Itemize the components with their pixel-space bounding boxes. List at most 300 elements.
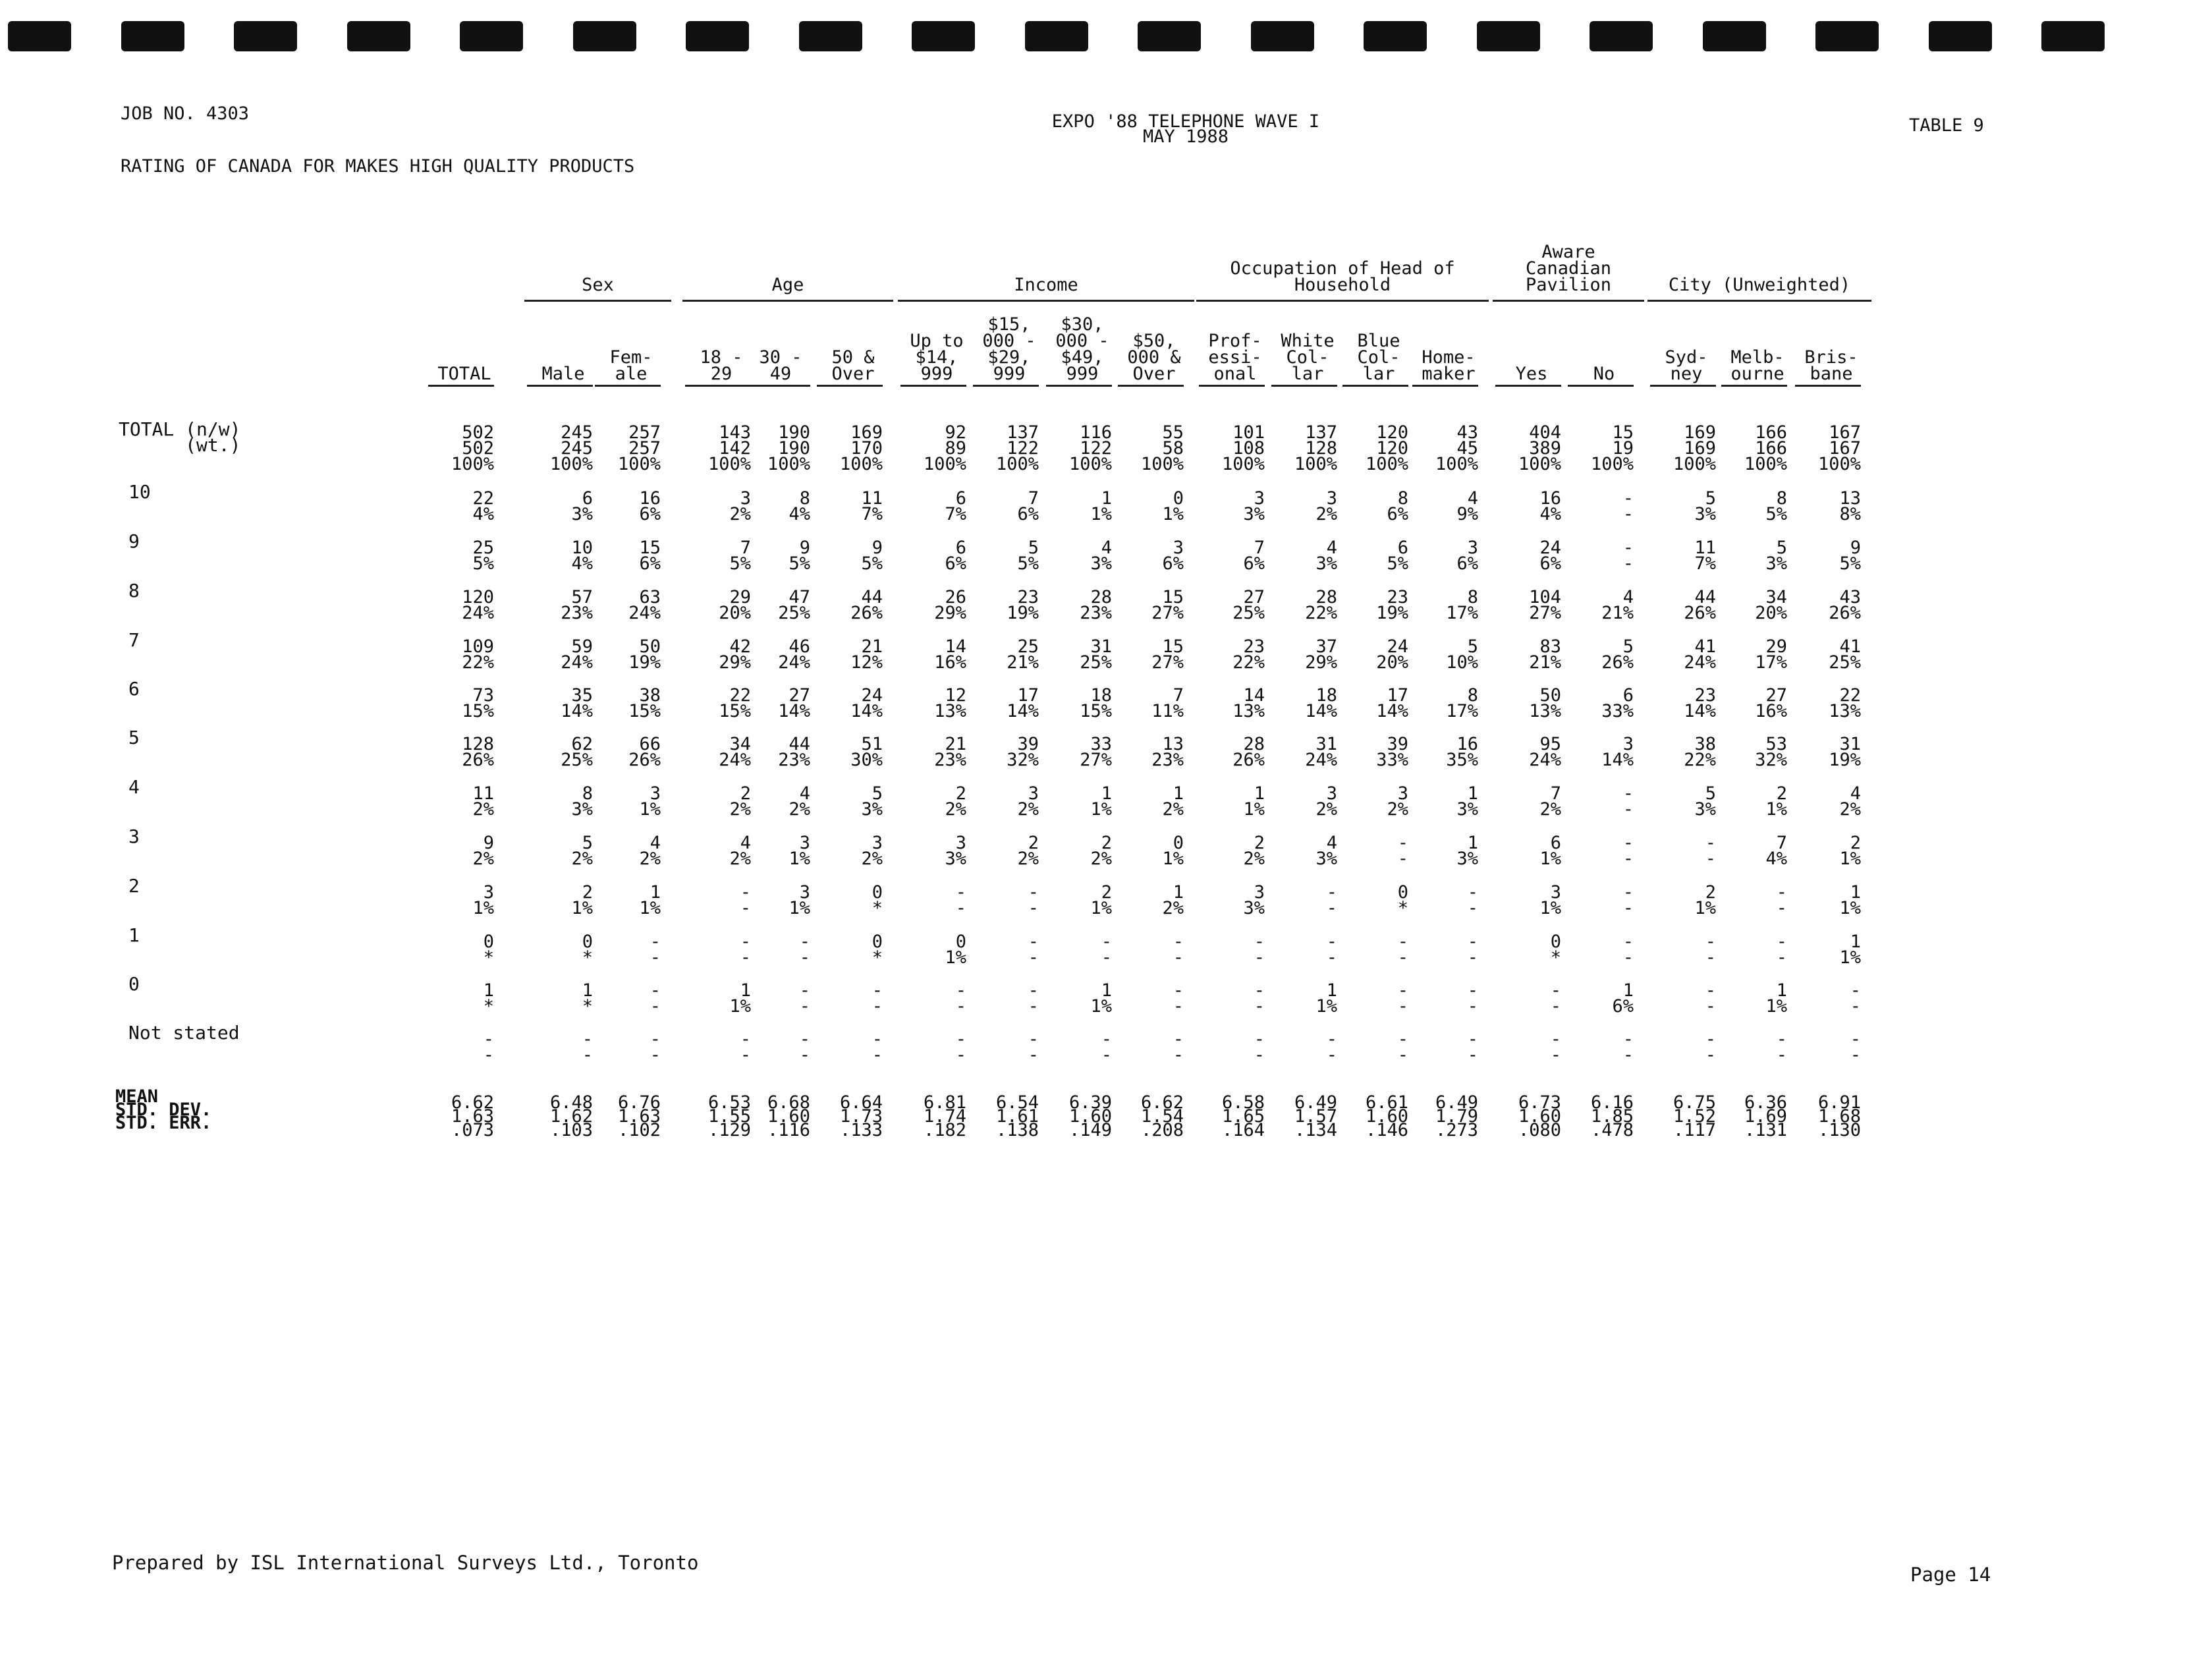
table-cell: - - <box>1850 1029 1861 1065</box>
table-cell: 37 29% <box>1305 636 1337 673</box>
table-cell: 8 17% <box>1446 587 1478 623</box>
table-cell: 23 19% <box>1376 587 1408 623</box>
row-label: 9 <box>128 530 140 552</box>
table-cell: - - <box>1397 1029 1408 1065</box>
table-cell: - - <box>799 980 810 1017</box>
stats-cell: 6.58 1.65 .164 <box>1221 1092 1265 1140</box>
table-cell: 15 19 100% <box>1590 422 1634 474</box>
table-cell: 38 15% <box>628 685 661 721</box>
table-cell: 1 1% <box>639 882 661 918</box>
row-label: 5 <box>128 727 140 748</box>
row-label: TOTAL (n/w) (wt.) <box>119 418 241 456</box>
table-cell: 21 23% <box>934 734 966 770</box>
table-cell: - - <box>1326 1029 1337 1065</box>
column-header: Up to $14, 999 <box>910 331 964 384</box>
table-cell: - - <box>740 932 751 968</box>
perforation-hole <box>1251 21 1314 51</box>
stats-cell: 6.53 1.55 .129 <box>707 1092 751 1140</box>
table-cell: - - <box>1028 1029 1039 1065</box>
table-cell: 28 26% <box>1232 734 1265 770</box>
table-cell: - - <box>1326 932 1337 968</box>
column-underline <box>428 385 494 387</box>
table-cell: 28 22% <box>1305 587 1337 623</box>
table-cell: 3 6% <box>1456 538 1478 574</box>
table-cell: 190 190 100% <box>767 422 810 474</box>
stats-cell: 6.91 1.68 .130 <box>1817 1092 1861 1140</box>
table-cell: 44 26% <box>1684 587 1716 623</box>
table-cell: 257 257 100% <box>617 422 661 474</box>
table-cell: 5 10% <box>1446 636 1478 673</box>
row-label: 6 <box>128 678 140 700</box>
table-cell: 16 35% <box>1446 734 1478 770</box>
group-underline <box>1647 300 1871 302</box>
row-label: 7 <box>128 629 140 651</box>
table-cell: 3 3% <box>1243 882 1265 918</box>
column-header: Melb- ourne <box>1730 347 1784 384</box>
table-cell: 8 5% <box>1765 488 1787 524</box>
group-underline <box>682 300 893 302</box>
stats-cell: 6.68 1.60 .116 <box>767 1092 810 1140</box>
table-cell: 14 13% <box>1232 685 1265 721</box>
table-cell: 167 167 100% <box>1817 422 1861 474</box>
table-cell: 18 14% <box>1305 685 1337 721</box>
column-underline <box>1568 385 1634 387</box>
table-cell: 23 22% <box>1232 636 1265 673</box>
table-cell: - - <box>1467 1029 1478 1065</box>
row-label: 10 <box>128 481 151 503</box>
table-cell: 2 1% <box>1090 882 1112 918</box>
column-underline <box>1046 385 1112 387</box>
table-cell: 24 6% <box>1539 538 1561 574</box>
table-cell: 3 1% <box>1539 882 1561 918</box>
row-label: 2 <box>128 875 140 897</box>
table-cell: 39 33% <box>1376 734 1408 770</box>
table-cell: 101 108 100% <box>1221 422 1265 474</box>
table-cell: 6 33% <box>1601 685 1634 721</box>
perforation-hole <box>1815 21 1879 51</box>
table-cell: 3 3% <box>1243 488 1265 524</box>
group-header: Income <box>1014 275 1078 295</box>
table-cell: 23 14% <box>1684 685 1716 721</box>
table-cell: 3 2% <box>1315 783 1337 820</box>
group-underline <box>1196 300 1489 302</box>
table-cell: 62 25% <box>561 734 593 770</box>
row-label: 0 <box>128 973 140 995</box>
table-cell: 2 1% <box>1694 882 1716 918</box>
table-cell: - - <box>1776 882 1787 918</box>
table-cell: - - <box>871 1029 883 1065</box>
table-cell: 83 21% <box>1529 636 1561 673</box>
column-header: TOTAL <box>437 364 491 384</box>
report-title: EXPO '88 TELEPHONE WAVE I <box>1051 111 1320 132</box>
column-underline <box>1118 385 1184 387</box>
table-cell: 4 2% <box>1839 783 1861 820</box>
table-cell: 3 2% <box>1017 783 1039 820</box>
table-cell: - - <box>1776 1029 1787 1065</box>
table-cell: 35 14% <box>561 685 593 721</box>
perforation-hole <box>573 21 636 51</box>
table-cell: 1 6% <box>1612 980 1634 1017</box>
table-cell: 5 3% <box>1694 783 1716 820</box>
table-cell: 7 4% <box>1765 833 1787 869</box>
table-cell: 16 4% <box>1539 488 1561 524</box>
table-cell: 9 2% <box>472 833 494 869</box>
table-cell: - - <box>650 980 661 1017</box>
table-cell: 31 24% <box>1305 734 1337 770</box>
column-header: White Col- lar <box>1281 331 1335 384</box>
table-cell: 1 1% <box>1090 980 1112 1017</box>
table-cell: 11 2% <box>472 783 494 820</box>
table-cell: 3 1% <box>788 833 810 869</box>
table-cell: 137 128 100% <box>1294 422 1337 474</box>
table-cell: 4 3% <box>1315 538 1337 574</box>
table-cell: 51 30% <box>850 734 883 770</box>
table-cell: - - <box>1622 488 1634 524</box>
group-underline <box>1493 300 1644 302</box>
table-cell: 43 45 100% <box>1435 422 1478 474</box>
table-cell: 2 1% <box>1765 783 1787 820</box>
table-cell: 41 24% <box>1684 636 1716 673</box>
stats-cell: 6.76 1.63 .102 <box>617 1092 661 1140</box>
table-cell: 16 6% <box>639 488 661 524</box>
table-cell: 5 26% <box>1601 636 1634 673</box>
table-cell: 31 19% <box>1829 734 1861 770</box>
table-cell: 4 3% <box>1315 833 1337 869</box>
table-cell: - - <box>1101 932 1112 968</box>
table-cell: 15 27% <box>1151 587 1184 623</box>
table-cell: 24 14% <box>850 685 883 721</box>
table-cell: 169 169 100% <box>1673 422 1716 474</box>
column-underline <box>900 385 966 387</box>
table-cell: - - <box>1622 882 1634 918</box>
table-cell: 128 26% <box>462 734 494 770</box>
table-cell: 27 16% <box>1755 685 1787 721</box>
table-cell: 0 * <box>582 932 593 968</box>
table-cell: 5 2% <box>571 833 593 869</box>
table-cell: 50 19% <box>628 636 661 673</box>
table-cell: 6 5% <box>1387 538 1408 574</box>
table-cell: 22 4% <box>472 488 494 524</box>
table-cell: 3 14% <box>1601 734 1634 770</box>
table-cell: 0 1% <box>945 932 966 968</box>
table-cell: - - <box>799 1029 810 1065</box>
table-cell: - - <box>650 932 661 968</box>
group-header: Sex <box>582 275 614 295</box>
table-cell: 31 25% <box>1080 636 1112 673</box>
table-cell: 44 26% <box>850 587 883 623</box>
table-cell: - - <box>1254 980 1265 1017</box>
column-underline <box>973 385 1039 387</box>
table-cell: 10 4% <box>571 538 593 574</box>
table-cell: - - <box>1467 882 1478 918</box>
table-cell: - - <box>1254 1029 1265 1065</box>
table-cell: 4 2% <box>639 833 661 869</box>
table-cell: 3 3% <box>945 833 966 869</box>
table-cell: 166 166 100% <box>1744 422 1787 474</box>
stats-cell: 6.16 1.85 .478 <box>1590 1092 1634 1140</box>
stats-cell: 6.39 1.60 .149 <box>1068 1092 1112 1140</box>
table-cell: - - <box>1622 932 1634 968</box>
perforation-strip <box>0 21 2185 54</box>
table-cell: - - <box>1028 980 1039 1017</box>
table-cell: 17 14% <box>1007 685 1039 721</box>
column-underline <box>817 385 883 387</box>
table-cell: - - <box>740 1029 751 1065</box>
column-header: Prof- essi- onal <box>1208 331 1262 384</box>
table-cell: 23 19% <box>1007 587 1039 623</box>
column-underline <box>1271 385 1337 387</box>
stats-cell: 6.62 1.63 .073 <box>451 1092 494 1140</box>
table-cell: 1 1% <box>1839 932 1861 968</box>
table-cell: 0 * <box>871 932 883 968</box>
column-underline <box>595 385 661 387</box>
table-cell: 502 502 100% <box>451 422 494 474</box>
table-cell: 1 1% <box>1243 783 1265 820</box>
table-cell: - - <box>1467 932 1478 968</box>
table-cell: 47 25% <box>778 587 810 623</box>
table-cell: - - <box>740 882 751 918</box>
table-cell: - - <box>1705 980 1716 1017</box>
row-label: 8 <box>128 580 140 602</box>
table-cell: 0 * <box>1550 932 1561 968</box>
table-cell: - - <box>1397 980 1408 1017</box>
table-cell: 8 6% <box>1387 488 1408 524</box>
table-cell: 1 * <box>582 980 593 1017</box>
column-underline <box>1412 385 1478 387</box>
table-cell: 34 20% <box>1755 587 1787 623</box>
table-cell: 95 24% <box>1529 734 1561 770</box>
table-cell: 7 2% <box>1539 783 1561 820</box>
perforation-hole <box>8 21 71 51</box>
table-cell: 3 2% <box>729 488 751 524</box>
group-underline <box>898 300 1194 302</box>
table-cell: 21 12% <box>850 636 883 673</box>
table-cell: - - <box>871 980 883 1017</box>
table-cell: 0 1% <box>1162 833 1184 869</box>
column-header: 18 - 29 <box>700 347 743 384</box>
report-date: MAY 1988 <box>1142 126 1229 147</box>
table-cell: 2 2% <box>729 783 751 820</box>
table-cell: 245 245 100% <box>549 422 593 474</box>
column-underline <box>1342 385 1408 387</box>
table-cell: 53 32% <box>1755 734 1787 770</box>
table-cell: 6 7% <box>945 488 966 524</box>
table-cell: 1 2% <box>1162 783 1184 820</box>
table-cell: 3 6% <box>1162 538 1184 574</box>
table-cell: 6 1% <box>1539 833 1561 869</box>
column-header: Male <box>541 364 585 384</box>
column-header: $50, 000 & Over <box>1127 331 1181 384</box>
table-cell: 27 25% <box>1232 587 1265 623</box>
column-underline <box>1495 385 1561 387</box>
column-header: 30 - 49 <box>759 347 802 384</box>
table-cell: 63 24% <box>628 587 661 623</box>
table-cell: 55 58 100% <box>1140 422 1184 474</box>
table-cell: 24 20% <box>1376 636 1408 673</box>
table-cell: - - <box>1622 538 1634 574</box>
table-cell: 8 3% <box>571 783 593 820</box>
table-cell: 4 9% <box>1456 488 1478 524</box>
stats-labels: MEAN STD. DEV. STD. ERR. <box>115 1086 212 1133</box>
table-cell: 18 15% <box>1080 685 1112 721</box>
table-cell: 137 122 100% <box>995 422 1039 474</box>
table-cell: - - <box>1254 932 1265 968</box>
table-cell: 1 1% <box>1765 980 1787 1017</box>
column-underline <box>1721 385 1787 387</box>
table-cell: 7 6% <box>1243 538 1265 574</box>
table-number: TABLE 9 <box>1909 115 1984 136</box>
table-cell: 1 1% <box>1090 783 1112 820</box>
table-cell: 38 22% <box>1684 734 1716 770</box>
column-underline <box>527 385 593 387</box>
row-label: Not stated <box>128 1022 240 1044</box>
group-header: Occupation of Head of Household <box>1230 258 1455 295</box>
table-cell: 6 6% <box>945 538 966 574</box>
table-cell: 1 1% <box>729 980 751 1017</box>
table-cell: 1 1% <box>1839 882 1861 918</box>
stats-cell: 6.49 1.79 .273 <box>1435 1092 1478 1140</box>
stats-cell: 6.64 1.73 .133 <box>839 1092 883 1140</box>
table-cell: 41 25% <box>1829 636 1861 673</box>
table-cell: 2 2% <box>945 783 966 820</box>
table-cell: 4 3% <box>1090 538 1112 574</box>
table-cell: 0 * <box>1397 882 1408 918</box>
table-cell: - - <box>1326 882 1337 918</box>
perforation-hole <box>1138 21 1201 51</box>
table-cell: 1 2% <box>1162 882 1184 918</box>
table-cell: 120 120 100% <box>1365 422 1408 474</box>
stats-cell: 6.81 1.74 .182 <box>923 1092 966 1140</box>
row-label: 1 <box>128 924 140 946</box>
table-cell: 120 24% <box>462 587 494 623</box>
table-cell: 5 3% <box>1765 538 1787 574</box>
table-cell: 13 8% <box>1839 488 1861 524</box>
table-cell: 2 2% <box>1017 833 1039 869</box>
table-cell: 404 389 100% <box>1518 422 1561 474</box>
table-cell: - - <box>1101 1029 1112 1065</box>
table-cell: - - <box>955 882 966 918</box>
table-cell: 0 * <box>871 882 883 918</box>
perforation-hole <box>799 21 862 51</box>
table-subtitle: RATING OF CANADA FOR MAKES HIGH QUALITY PRODUCTS <box>121 156 635 177</box>
table-cell: 42 29% <box>719 636 751 673</box>
table-cell: - - <box>1173 932 1184 968</box>
row-label: 3 <box>128 826 140 847</box>
table-cell: - - <box>1776 932 1787 968</box>
row-label: 4 <box>128 776 140 798</box>
table-cell: 9 5% <box>788 538 810 574</box>
table-cell: - - <box>799 932 810 968</box>
table-cell: 5 3% <box>1694 488 1716 524</box>
stats-cell: 6.54 1.61 .138 <box>995 1092 1039 1140</box>
table-cell: - - <box>955 1029 966 1065</box>
stats-cell: 6.73 1.60 .080 <box>1518 1092 1561 1140</box>
column-header: 50 & Over <box>831 347 875 384</box>
table-cell: 25 21% <box>1007 636 1039 673</box>
table-cell: - - <box>1028 932 1039 968</box>
table-cell: 2 2% <box>1243 833 1265 869</box>
table-cell: 1 3% <box>1456 783 1478 820</box>
table-cell: 2 1% <box>571 882 593 918</box>
stats-cell: 6.62 1.54 .208 <box>1140 1092 1184 1140</box>
table-cell: 29 17% <box>1755 636 1787 673</box>
column-underline <box>685 385 751 387</box>
table-cell: - - <box>1028 882 1039 918</box>
table-cell: 1 1% <box>1090 488 1112 524</box>
table-cell: 22 15% <box>719 685 751 721</box>
table-cell: 2 1% <box>1839 833 1861 869</box>
column-header: Yes <box>1515 364 1548 384</box>
stats-cell: 6.48 1.62 .103 <box>549 1092 593 1140</box>
table-cell: 1 * <box>483 980 494 1017</box>
stats-cell: 6.61 1.60 .146 <box>1365 1092 1408 1140</box>
table-cell: 0 * <box>483 932 494 968</box>
column-header: $30, 000 - $49, 999 <box>1055 314 1109 384</box>
stats-cell: 6.49 1.57 .134 <box>1294 1092 1337 1140</box>
table-cell: 66 26% <box>628 734 661 770</box>
perforation-hole <box>686 21 749 51</box>
table-cell: 3 1% <box>639 783 661 820</box>
table-cell: 17 14% <box>1376 685 1408 721</box>
group-header: Aware Canadian Pavilion <box>1525 242 1612 295</box>
table-cell: - - <box>1622 833 1634 869</box>
table-cell: 29 20% <box>719 587 751 623</box>
perforation-hole <box>347 21 410 51</box>
table-cell: 4 2% <box>729 833 751 869</box>
table-cell: 3 2% <box>861 833 883 869</box>
table-cell: 26 29% <box>934 587 966 623</box>
table-cell: 1 1% <box>1315 980 1337 1017</box>
group-header: Age <box>771 275 804 295</box>
column-header: Fem- ale <box>609 347 653 384</box>
table-cell: 92 89 100% <box>923 422 966 474</box>
group-header: City (Unweighted) <box>1668 275 1851 295</box>
table-cell: 34 24% <box>719 734 751 770</box>
table-cell: 9 5% <box>1839 538 1861 574</box>
column-underline <box>744 385 810 387</box>
table-cell: - - <box>1705 833 1716 869</box>
table-cell: - - <box>1705 1029 1716 1065</box>
table-cell: 9 5% <box>861 538 883 574</box>
table-cell: 73 15% <box>462 685 494 721</box>
perforation-hole <box>912 21 975 51</box>
table-cell: 46 24% <box>778 636 810 673</box>
table-cell: 50 13% <box>1529 685 1561 721</box>
table-cell: - - <box>955 980 966 1017</box>
column-header: No <box>1593 364 1615 384</box>
table-cell: - - <box>582 1029 593 1065</box>
table-cell: - - <box>1550 1029 1561 1065</box>
perforation-hole <box>2041 21 2105 51</box>
table-cell: 1 3% <box>1456 833 1478 869</box>
job-number: JOB NO. 4303 <box>121 103 250 124</box>
perforation-hole <box>1364 21 1427 51</box>
table-cell: 59 24% <box>561 636 593 673</box>
table-cell: 25 5% <box>472 538 494 574</box>
table-cell: 3 1% <box>788 882 810 918</box>
column-underline <box>1650 385 1716 387</box>
perforation-hole <box>1477 21 1540 51</box>
perforation-hole <box>1929 21 1992 51</box>
stats-cell: 6.75 1.52 .117 <box>1673 1092 1716 1140</box>
perforation-hole <box>1025 21 1088 51</box>
group-underline <box>524 300 671 302</box>
column-header: Home- maker <box>1422 347 1476 384</box>
prepared-by: Prepared by ISL International Surveys Ltd., Toronto <box>112 1552 699 1574</box>
table-cell: 5 5% <box>1017 538 1039 574</box>
table-cell: - - <box>1173 1029 1184 1065</box>
perforation-hole <box>1703 21 1766 51</box>
